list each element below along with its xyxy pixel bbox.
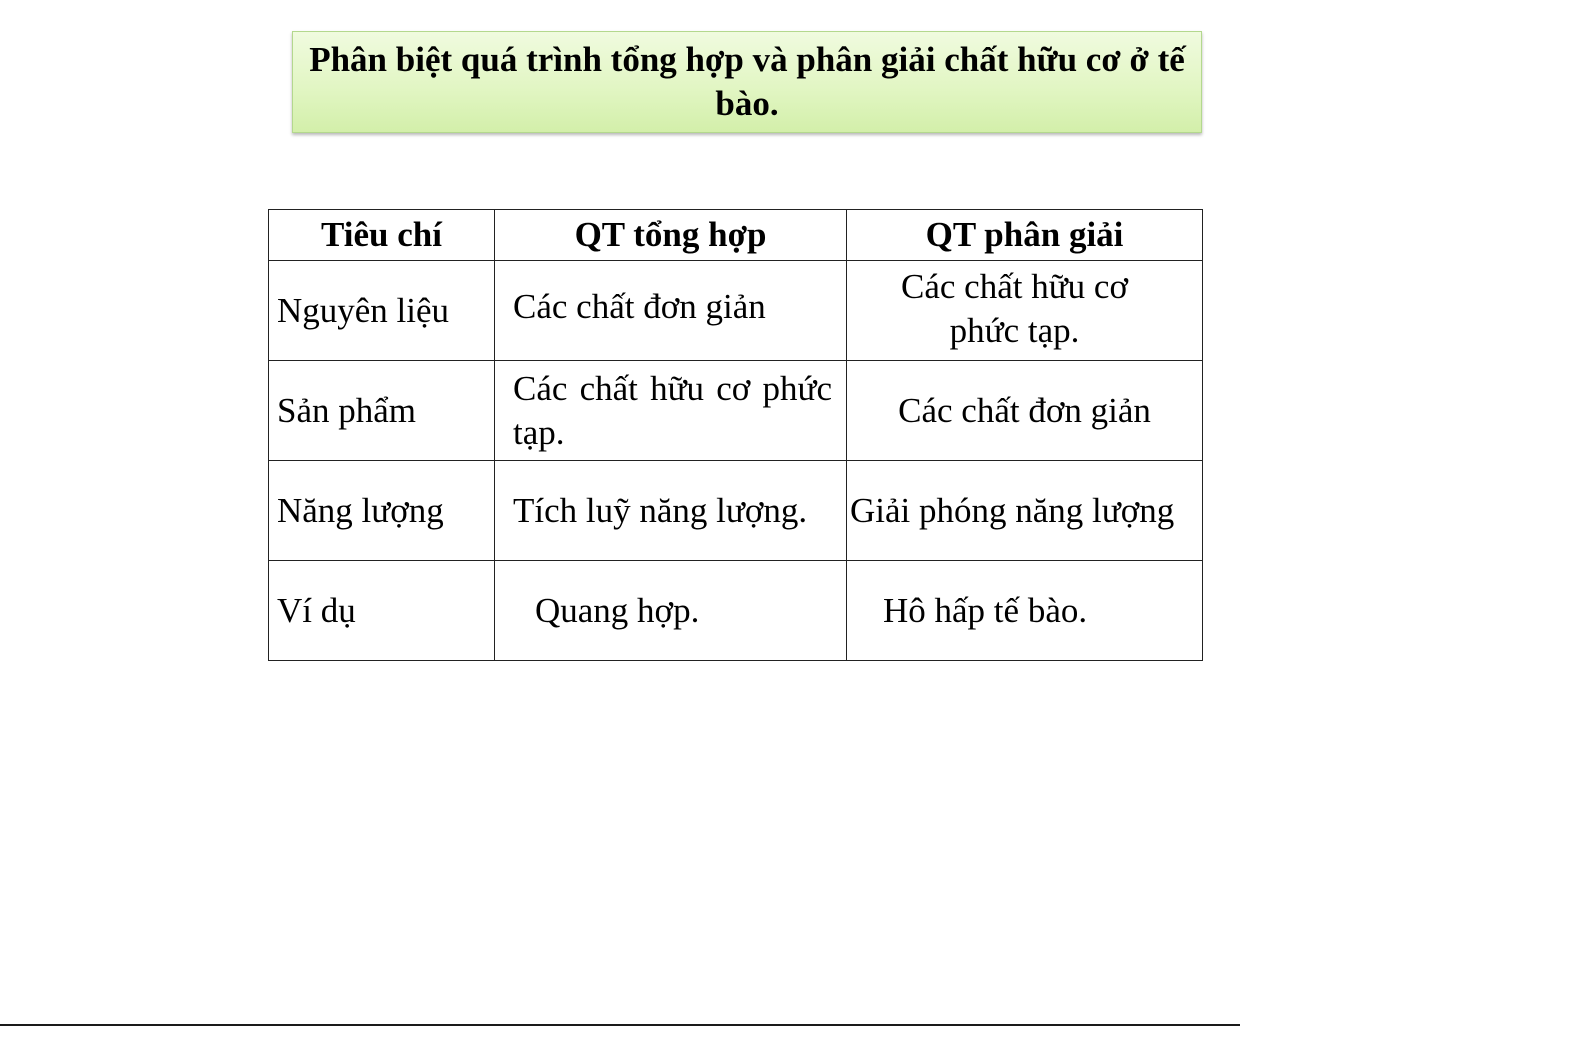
- table-row: [269, 261, 1203, 361]
- table-cell: [495, 261, 847, 361]
- header-decomposition: QT phân giải: [847, 210, 1203, 261]
- table-cell: [847, 261, 1203, 361]
- table-cell: [847, 461, 1203, 561]
- cell-text: Ví dụ: [277, 590, 356, 630]
- table-row: [269, 361, 1203, 461]
- table-row: [269, 461, 1203, 561]
- table-cell: [495, 561, 847, 661]
- cell-text: Giải phóng năng lượng: [850, 490, 1175, 530]
- table-cell: [495, 461, 847, 561]
- cell-text: Quang hợp.: [535, 590, 700, 630]
- cell-text: Tích luỹ năng lượng.: [513, 490, 808, 530]
- cell-text: Các chất đơn giản: [898, 390, 1151, 430]
- row-label-raw-materials: [269, 261, 495, 361]
- bottom-divider: [0, 1024, 1240, 1026]
- table-cell: [847, 361, 1203, 461]
- cell-text: Các chất hữu cơ phức tạp.: [901, 266, 1128, 350]
- table-cell: [847, 561, 1203, 661]
- row-label-products: [269, 361, 495, 461]
- cell-text: Các chất đơn giản: [513, 286, 766, 326]
- cell-text: Năng lượng: [277, 490, 444, 530]
- cell-text: Nguyên liệu: [277, 290, 450, 330]
- title-banner: [292, 31, 1202, 133]
- table-cell: [495, 361, 847, 461]
- header-synthesis: QT tổng hợp: [495, 210, 847, 261]
- cell-text: Sản phẩm: [277, 390, 417, 430]
- table-header-row: [269, 210, 1203, 261]
- table-row: [269, 561, 1203, 661]
- cell-text: Các chất hữu cơ phức tạp.: [513, 368, 832, 452]
- header-criteria: Tiêu chí: [269, 210, 495, 261]
- row-label-example: [269, 561, 495, 661]
- comparison-table: [268, 209, 1203, 661]
- row-label-energy: [269, 461, 495, 561]
- page-title: Phân biệt quá trình tổng hợp và phân giải chất hữu cơ ở tế bào.: [309, 40, 1185, 123]
- cell-text: Hô hấp tế bào.: [883, 590, 1088, 630]
